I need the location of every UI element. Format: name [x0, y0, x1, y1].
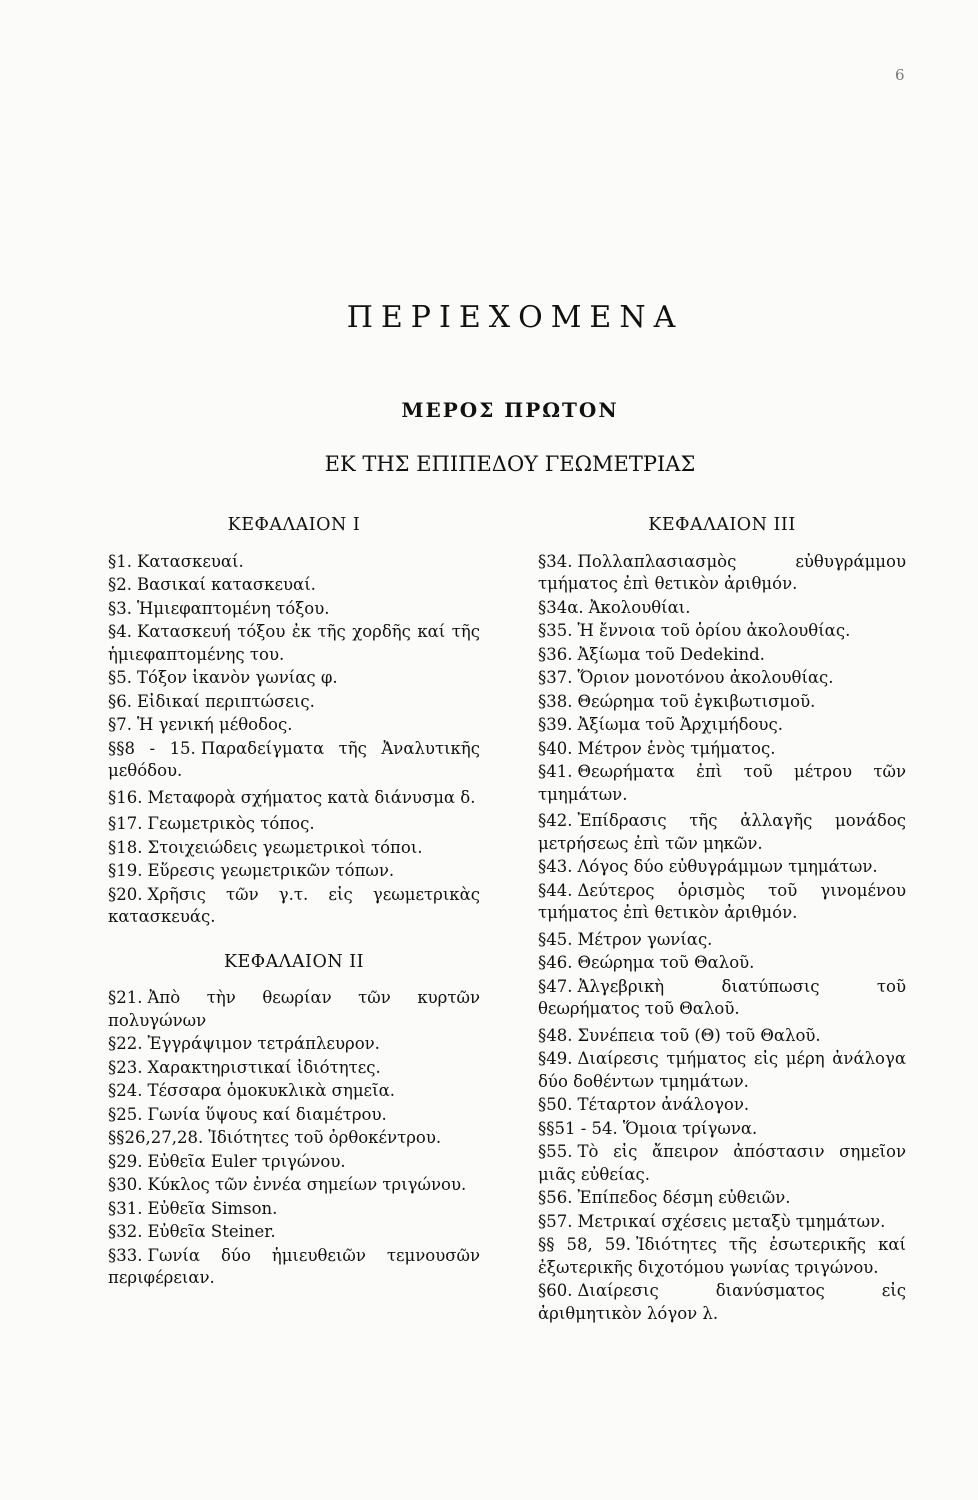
entry-number: §17.	[108, 814, 143, 833]
entry-number: §19.	[108, 861, 143, 880]
entry-text: Εὕρεσις γεωμετρικῶν τόπων.	[147, 861, 395, 880]
toc-entry	[108, 1198, 480, 1221]
entry-number: §47.	[538, 976, 573, 996]
toc-entry	[108, 667, 480, 690]
entry-text: Μέτρον γωνίας.	[577, 929, 713, 949]
toc-entry	[538, 620, 906, 643]
section-subtitle: ΕΚ ΤΗΣ ΕΠΙΠΕΔΟΥ ΓΕΩΜΕΤΡΙΑΣ	[324, 452, 696, 476]
entry-number: §34.	[538, 551, 573, 571]
toc-entry	[538, 929, 906, 952]
entry-number: §29.	[108, 1151, 143, 1171]
entry-text: Ἡ γενική μέθοδος.	[137, 715, 293, 734]
entry-text: Ἀλγεβρικὴ διατύπωσις τοῦ θεωρήματος τοῦ Θαλοῦ.	[538, 976, 906, 1018]
toc-entry	[538, 667, 906, 690]
entry-number: §2.	[108, 575, 132, 594]
toc-entry	[538, 880, 906, 925]
toc-entry	[538, 1094, 906, 1117]
entry-text: Τόξον ἱκανὸν γωνίας φ.	[137, 668, 338, 687]
entry-text: Ὅμοια τρίγωνα.	[622, 1118, 758, 1138]
entry-number: §24.	[108, 1081, 143, 1100]
entry-text: Ἐπίπεδος δέσμη εὐθειῶν.	[577, 1188, 791, 1207]
page-number: 6	[895, 66, 905, 84]
entry-text: Διαίρεσις διανύσματος εἰς ἀριθμητικὸν λόγον λ.	[538, 1281, 906, 1323]
entry-number: §6.	[108, 691, 132, 711]
toc-entry	[538, 952, 906, 975]
entry-number: §3.	[108, 598, 132, 618]
entry-text: Διαίρεσις τμήματος εἰς μέρη ἀνάλογα δύο δοθέντων τμημάτων.	[538, 1049, 906, 1091]
entry-number: §4.	[108, 622, 132, 641]
entry-text: Τέταρτον ἀνάλογον.	[577, 1095, 750, 1114]
left-column	[108, 514, 480, 1291]
entry-number: §38.	[538, 691, 573, 711]
entry-text: Ἡ ἔννοια τοῦ ὁρίου ἀκολουθίας.	[577, 621, 851, 640]
toc-entry	[108, 1221, 480, 1244]
entry-number: §31.	[108, 1198, 143, 1218]
toc-entry	[538, 761, 906, 806]
toc-entry	[538, 1280, 906, 1325]
toc-entry	[108, 621, 480, 666]
entry-text: Θεωρήματα ἐπὶ τοῦ μέτρου τῶν τμημάτων.	[538, 762, 906, 804]
toc-entry	[538, 1141, 906, 1186]
entry-text: Ἀξίωμα τοῦ Dedekind.	[577, 644, 765, 664]
entry-text: Ἰδιότητες τῆς ἐσωτερικῆς καί ἐξωτερικῆς διχοτόμου γωνίας τριγώνου.	[538, 1235, 906, 1277]
entry-text: Κατασκευαί.	[137, 551, 244, 571]
toc-entry	[108, 1104, 480, 1127]
entry-text: Μεταφορὰ σχήματος κατὰ διάνυσμα δ.	[147, 787, 476, 807]
entry-text: Γεωμετρικὸς τόπος.	[147, 814, 315, 833]
toc-entry	[538, 810, 906, 855]
toc-entry	[108, 738, 480, 783]
toc-entry	[108, 598, 480, 621]
entry-text: Ἐγγράψιμον τετράπλευρον.	[147, 1034, 380, 1053]
entry-number: §48.	[538, 1025, 573, 1045]
entry-text: Ὅριον μονοτόνου ἀκολουθίας.	[577, 668, 834, 687]
chapter-2	[108, 951, 480, 1290]
toc-entry	[538, 597, 906, 620]
entry-number: §30.	[108, 1175, 143, 1194]
toc-entry	[108, 1057, 480, 1080]
entry-number: §37.	[538, 668, 573, 687]
entry-number: §45.	[538, 929, 573, 949]
right-column	[538, 514, 906, 1326]
toc-entry	[108, 987, 480, 1032]
entry-number: §22.	[108, 1034, 143, 1053]
toc-entry	[108, 787, 480, 810]
entry-text: Μέτρον ἑνὸς τμήματος.	[577, 738, 776, 758]
part-title: ΜΕΡΟΣ ΠΡΩΤΟΝ	[401, 398, 619, 422]
entry-text: Ἀκολουθίαι.	[588, 597, 691, 617]
toc-entry	[108, 714, 480, 737]
toc-entry	[538, 856, 906, 879]
toc-entry	[538, 1187, 906, 1210]
entry-number: §49.	[538, 1049, 573, 1068]
entry-text: Πολλαπλασιασμὸς εὐθυγράμμου τμήματος ἐπὶ θετικὸν ἀριθμόν.	[538, 551, 906, 593]
toc-entry	[108, 691, 480, 714]
toc-entry	[538, 1025, 906, 1048]
entry-number: §39.	[538, 715, 573, 734]
entry-number: §33.	[108, 1245, 143, 1265]
entry-number: §1.	[108, 551, 132, 571]
entry-number: §40.	[538, 738, 573, 758]
entry-number: §18.	[108, 837, 143, 857]
entry-number: §34α.	[538, 597, 584, 617]
entry-text: Εὐθεῖα Euler τριγώνου.	[147, 1151, 346, 1171]
entry-number: §5.	[108, 668, 132, 687]
toc-entry	[108, 837, 480, 860]
toc-entry	[108, 1174, 480, 1197]
entry-text: Εἰδικαί περιπτώσεις.	[137, 691, 315, 711]
toc-entry	[108, 813, 480, 836]
entry-number: §7.	[108, 715, 132, 734]
entry-number: §23.	[108, 1057, 143, 1077]
toc-entry	[538, 714, 906, 737]
entry-number: §25.	[108, 1104, 143, 1124]
entry-text: Δεύτερος ὁρισμὸς τοῦ γινομένου τμήματος ἐπὶ θετικὸν ἀριθμόν.	[538, 880, 906, 922]
entry-text: Θεώρημα τοῦ Θαλοῦ.	[577, 953, 755, 972]
entry-number: §43.	[538, 857, 573, 876]
entry-number: §57.	[538, 1211, 573, 1231]
entry-text: Τὸ εἰς ἄπειρον ἀπόστασιν σημεῖον μιᾶς εὐθείας.	[538, 1142, 906, 1184]
toc-entry	[538, 976, 906, 1021]
toc-entry	[538, 1211, 906, 1234]
entry-number: §42.	[538, 811, 573, 830]
page-title: ΠΕΡΙΕΧΟΜΕΝΑ	[346, 300, 684, 335]
entry-text: Ἀξίωμα τοῦ Ἀρχιμήδους.	[577, 715, 783, 734]
toc-entry	[108, 860, 480, 883]
toc-entry	[108, 884, 480, 929]
entry-number: §50.	[538, 1095, 573, 1114]
chapter-heading: ΚΕΦΑΛΑΙΟΝ ΙΙ	[223, 951, 365, 972]
entry-number: §55.	[538, 1142, 573, 1161]
toc-entry	[538, 1118, 906, 1141]
entry-text: Ἡμιεφαπτομένη τόξου.	[137, 598, 330, 618]
chapter-heading: ΚΕΦΑΛΑΙΟΝ Ι	[227, 515, 361, 535]
toc-entry	[108, 1080, 480, 1103]
entry-number: §32.	[108, 1222, 143, 1241]
entry-number: §56.	[538, 1188, 573, 1207]
toc-entry	[108, 1245, 480, 1290]
entry-text: Ἰδιότητες τοῦ ὀρθοκέντρου.	[208, 1128, 442, 1147]
entry-text: Βασικαί κατασκευαί.	[137, 575, 316, 594]
entry-number: §21.	[108, 988, 143, 1007]
toc-entry	[538, 551, 906, 596]
entry-number: §§26,27,28.	[108, 1128, 204, 1147]
entry-number: §§51 - 54.	[538, 1118, 618, 1138]
toc-entry	[108, 1033, 480, 1056]
entry-number: §§8 - 15.	[108, 738, 196, 758]
entry-text: Γωνία ὕψους καί διαμέτρου.	[147, 1104, 387, 1124]
entry-text: Χαρακτηριστικαί ἰδιότητες.	[147, 1057, 381, 1077]
entry-number: §41.	[538, 762, 573, 781]
entry-number: §35.	[538, 621, 573, 640]
entry-text: Στοιχειώδεις γεωμετρικοὶ τόποι.	[147, 837, 423, 857]
toc-entry	[538, 738, 906, 761]
entry-number: §16.	[108, 787, 143, 807]
toc-entry	[538, 1234, 906, 1279]
entry-number: §20.	[108, 884, 143, 904]
entry-number: §60.	[538, 1281, 573, 1300]
entry-text: Εὐθεῖα Simson.	[147, 1198, 278, 1218]
entry-number: §44.	[538, 880, 573, 900]
chapter-heading: ΚΕΦΑΛΑΙΟΝ ΙΙΙ	[648, 515, 796, 535]
entry-number: §36.	[538, 644, 573, 664]
toc-entry	[538, 691, 906, 714]
toc-entry	[538, 1048, 906, 1093]
entry-text: Λόγος δύο εὐθυγράμμων τμημάτων.	[577, 857, 878, 876]
entry-text: Μετρικαί σχέσεις μεταξὺ τμημάτων.	[577, 1211, 886, 1231]
entry-text: Ἐπίδρασις τῆς ἀλλαγῆς μονάδος μετρήσεως ἐπὶ τῶν μηκῶν.	[538, 811, 906, 853]
entry-text: Εὐθεῖα Steiner.	[147, 1222, 276, 1241]
toc-entry	[538, 644, 906, 667]
toc-entry	[108, 1151, 480, 1174]
entry-text: Συνέπεια τοῦ (Θ) τοῦ Θαλοῦ.	[577, 1025, 821, 1045]
entry-number: §46.	[538, 953, 573, 972]
toc-entry	[108, 551, 480, 574]
chapter-1	[108, 514, 480, 929]
entry-number: §§ 58, 59.	[538, 1235, 632, 1254]
entry-text: Χρῆσις τῶν γ.τ. εἰς γεωμετρικὰς κατασκευάς.	[108, 884, 480, 926]
entry-text: Κύκλος τῶν ἐννέα σημείων τριγώνου.	[147, 1175, 467, 1194]
entry-text: Παραδείγματα τῆς Ἀναλυτικῆς μεθόδου.	[108, 738, 480, 780]
toc-entry	[108, 1127, 480, 1150]
chapter-3	[538, 514, 906, 1325]
entry-text: Γωνία δύο ἡμιευθειῶν τεμνουσῶν περιφέρειαν.	[108, 1245, 480, 1287]
entry-text: Κατασκευή τόξου ἐκ τῆς χορδῆς καί τῆς ἡμιεφαπτομένης του.	[108, 622, 480, 664]
entry-text: Θεώρημα τοῦ ἐγκιβωτισμοῦ.	[577, 691, 816, 711]
entry-text: Ἀπὸ τὴν θεωρίαν τῶν κυρτῶν πολυγώνων	[108, 988, 480, 1030]
toc-entry	[108, 574, 480, 597]
entry-text: Τέσσαρα ὁμοκυκλικὰ σημεῖα.	[147, 1081, 395, 1100]
